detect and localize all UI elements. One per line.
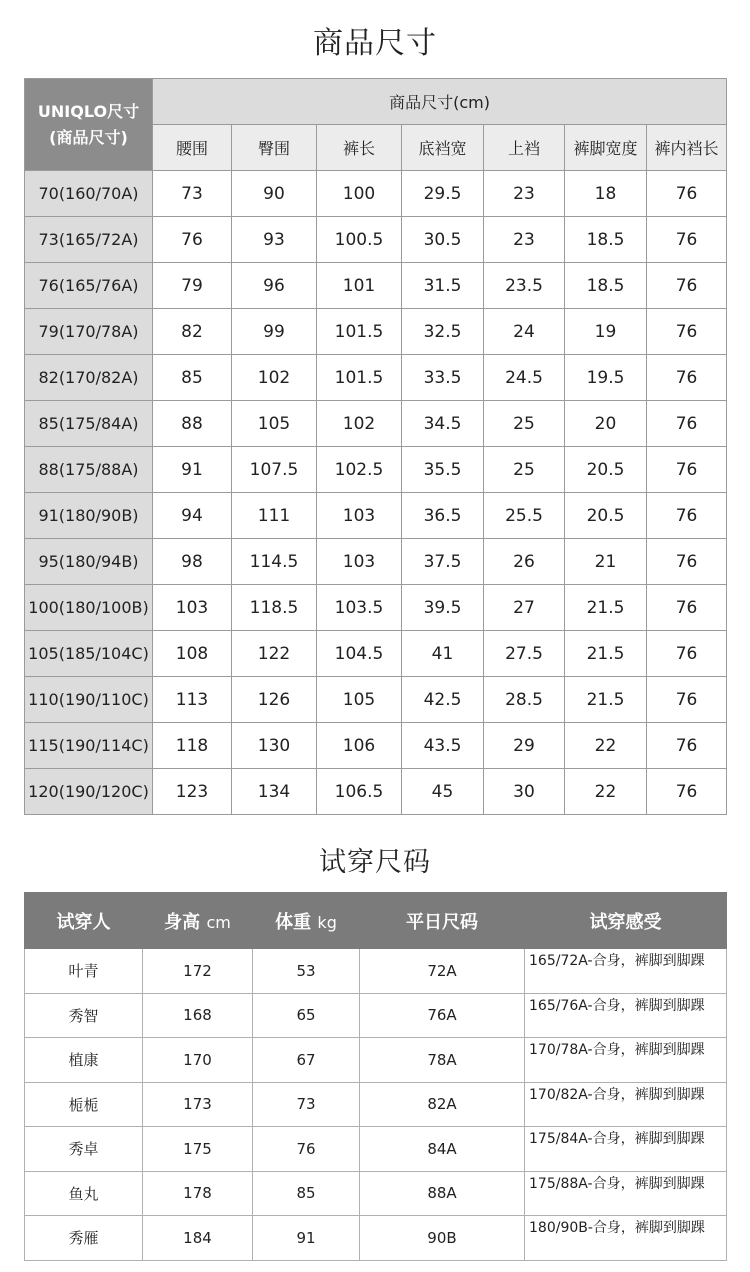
size-cell: 105 xyxy=(317,677,402,723)
size-row xyxy=(25,355,727,401)
try-on-feeling-cell: 165/72A-合身，裤脚到脚踝 xyxy=(525,949,727,994)
try-on-height-cell: 184 xyxy=(143,1216,253,1261)
size-cell: 27 xyxy=(484,585,565,631)
try-on-table xyxy=(24,892,727,1261)
size-row xyxy=(25,723,727,769)
size-cell: 36.5 xyxy=(402,493,484,539)
size-cell: 123 xyxy=(153,769,232,815)
size-cell: 113 xyxy=(153,677,232,723)
size-cell: 23.5 xyxy=(484,263,565,309)
size-cell: 19 xyxy=(565,309,647,355)
size-cell: 76 xyxy=(647,769,727,815)
size-cell: 29 xyxy=(484,723,565,769)
size-row xyxy=(25,631,727,677)
size-cell: 18 xyxy=(565,171,647,217)
try-on-person-cell: 秀智 xyxy=(25,993,143,1038)
size-cell: 105 xyxy=(232,401,317,447)
try-on-height-cell: 175 xyxy=(143,1127,253,1172)
size-column-header: 上裆 xyxy=(484,125,565,171)
size-cell: 25 xyxy=(484,401,565,447)
size-cell: 21.5 xyxy=(565,677,647,723)
try-on-row xyxy=(25,1171,727,1216)
size-row-label: 79(170/78A) xyxy=(25,309,153,355)
size-cell: 102 xyxy=(317,401,402,447)
size-cell: 39.5 xyxy=(402,585,484,631)
size-cell: 101.5 xyxy=(317,309,402,355)
size-cell: 22 xyxy=(565,769,647,815)
size-column-header: 臀围 xyxy=(232,125,317,171)
size-cell: 106 xyxy=(317,723,402,769)
size-row xyxy=(25,309,727,355)
try-on-usual-size-cell: 78A xyxy=(360,1038,525,1083)
try-on-weight-cell: 73 xyxy=(253,1082,360,1127)
try-on-usual-size-cell: 72A xyxy=(360,949,525,994)
size-row-label: 85(175/84A) xyxy=(25,401,153,447)
size-row xyxy=(25,447,727,493)
try-on-usual-size-cell: 90B xyxy=(360,1216,525,1261)
size-row xyxy=(25,585,727,631)
header-height: 身高 cm xyxy=(143,893,253,949)
size-cell: 27.5 xyxy=(484,631,565,677)
size-row-label: 70(160/70A) xyxy=(25,171,153,217)
size-row xyxy=(25,263,727,309)
size-cell: 107.5 xyxy=(232,447,317,493)
size-cell: 19.5 xyxy=(565,355,647,401)
size-cell: 103 xyxy=(317,493,402,539)
size-cell: 134 xyxy=(232,769,317,815)
size-cell: 26 xyxy=(484,539,565,585)
size-cell: 76 xyxy=(647,355,727,401)
try-on-height-cell: 178 xyxy=(143,1171,253,1216)
try-on-height-cell: 172 xyxy=(143,949,253,994)
size-group-header: 商品尺寸(cm) xyxy=(153,79,727,125)
size-column-header: 裤内裆长 xyxy=(647,125,727,171)
size-cell: 76 xyxy=(647,309,727,355)
size-cell: 91 xyxy=(153,447,232,493)
size-row xyxy=(25,769,727,815)
try-on-row xyxy=(25,993,727,1038)
size-cell: 23 xyxy=(484,217,565,263)
size-cell: 76 xyxy=(647,723,727,769)
try-on-row xyxy=(25,1216,727,1261)
try-on-weight-cell: 76 xyxy=(253,1127,360,1172)
try-on-feeling-cell: 175/84A-合身，裤脚到脚踝 xyxy=(525,1127,727,1172)
size-cell: 76 xyxy=(647,585,727,631)
size-cell: 18.5 xyxy=(565,217,647,263)
size-cell: 18.5 xyxy=(565,263,647,309)
size-cell: 22 xyxy=(565,723,647,769)
try-on-weight-cell: 65 xyxy=(253,993,360,1038)
try-on-row xyxy=(25,1127,727,1172)
try-on-feeling-cell: 170/82A-合身，裤脚到脚踝 xyxy=(525,1082,727,1127)
size-cell: 76 xyxy=(647,171,727,217)
size-cell: 42.5 xyxy=(402,677,484,723)
size-cell: 24 xyxy=(484,309,565,355)
size-cell: 25 xyxy=(484,447,565,493)
size-cell: 130 xyxy=(232,723,317,769)
size-cell: 118 xyxy=(153,723,232,769)
try-on-feeling-cell: 180/90B-合身，裤脚到脚踝 xyxy=(525,1216,727,1261)
size-row xyxy=(25,677,727,723)
size-cell: 76 xyxy=(647,217,727,263)
size-cell: 76 xyxy=(647,677,727,723)
size-row xyxy=(25,539,727,585)
size-column-header: 腰围 xyxy=(153,125,232,171)
size-cell: 28.5 xyxy=(484,677,565,723)
size-row-label: 115(190/114C) xyxy=(25,723,153,769)
try-on-usual-size-cell: 76A xyxy=(360,993,525,1038)
size-cell: 30.5 xyxy=(402,217,484,263)
size-cell: 43.5 xyxy=(402,723,484,769)
size-cell: 101 xyxy=(317,263,402,309)
size-row xyxy=(25,217,727,263)
try-on-weight-cell: 85 xyxy=(253,1171,360,1216)
size-cell: 20 xyxy=(565,401,647,447)
size-cell: 106.5 xyxy=(317,769,402,815)
try-on-weight-cell: 67 xyxy=(253,1038,360,1083)
size-cell: 30 xyxy=(484,769,565,815)
size-cell: 34.5 xyxy=(402,401,484,447)
size-section-title: 商品尺寸 xyxy=(313,26,437,61)
size-cell: 41 xyxy=(402,631,484,677)
size-cell: 21.5 xyxy=(565,631,647,677)
size-cell: 94 xyxy=(153,493,232,539)
try-on-person-cell: 秀卓 xyxy=(25,1127,143,1172)
size-cell: 122 xyxy=(232,631,317,677)
size-cell: 76 xyxy=(647,263,727,309)
try-on-person-cell: 鱼丸 xyxy=(25,1171,143,1216)
size-cell: 85 xyxy=(153,355,232,401)
size-row xyxy=(25,401,727,447)
size-cell: 31.5 xyxy=(402,263,484,309)
size-column-header: 裤脚宽度 xyxy=(565,125,647,171)
try-on-feeling-cell: 165/76A-合身，裤脚到脚踝 xyxy=(525,993,727,1038)
size-cell: 33.5 xyxy=(402,355,484,401)
size-row-label: 88(175/88A) xyxy=(25,447,153,493)
size-cell: 88 xyxy=(153,401,232,447)
size-cell: 126 xyxy=(232,677,317,723)
size-cell: 20.5 xyxy=(565,493,647,539)
corner-line-1: UNIQLO尺寸 xyxy=(37,101,140,121)
try-on-person-cell: 叶青 xyxy=(25,949,143,994)
size-cell: 76 xyxy=(153,217,232,263)
size-row-label: 110(190/110C) xyxy=(25,677,153,723)
size-cell: 100 xyxy=(317,171,402,217)
try-on-height-cell: 173 xyxy=(143,1082,253,1127)
size-cell: 76 xyxy=(647,401,727,447)
try-on-usual-size-cell: 82A xyxy=(360,1082,525,1127)
size-row-label: 120(190/120C) xyxy=(25,769,153,815)
try-on-row xyxy=(25,1038,727,1083)
size-row-label: 105(185/104C) xyxy=(25,631,153,677)
size-cell: 24.5 xyxy=(484,355,565,401)
header-person: 试穿人 xyxy=(25,893,143,949)
size-row-label: 76(165/76A) xyxy=(25,263,153,309)
size-row-label: 100(180/100B) xyxy=(25,585,153,631)
size-cell: 23 xyxy=(484,171,565,217)
size-cell: 114.5 xyxy=(232,539,317,585)
try-on-usual-size-cell: 84A xyxy=(360,1127,525,1172)
try-on-feeling-cell: 175/88A-合身，裤脚到脚踝 xyxy=(525,1171,727,1216)
size-cell: 103 xyxy=(317,539,402,585)
size-cell: 35.5 xyxy=(402,447,484,493)
try-on-person-cell: 植康 xyxy=(25,1038,143,1083)
try-on-person-cell: 秀雁 xyxy=(25,1216,143,1261)
size-cell: 118.5 xyxy=(232,585,317,631)
size-cell: 20.5 xyxy=(565,447,647,493)
size-cell: 90 xyxy=(232,171,317,217)
size-cell: 93 xyxy=(232,217,317,263)
size-cell: 111 xyxy=(232,493,317,539)
size-cell: 101.5 xyxy=(317,355,402,401)
size-cell: 99 xyxy=(232,309,317,355)
size-row-label: 82(170/82A) xyxy=(25,355,153,401)
try-on-person-cell: 栀栀 xyxy=(25,1082,143,1127)
try-section-title: 试穿尺码 xyxy=(319,847,431,878)
size-cell: 73 xyxy=(153,171,232,217)
size-cell: 102.5 xyxy=(317,447,402,493)
size-cell: 103.5 xyxy=(317,585,402,631)
size-row xyxy=(25,493,727,539)
size-cell: 103 xyxy=(153,585,232,631)
size-cell: 45 xyxy=(402,769,484,815)
size-cell: 76 xyxy=(647,631,727,677)
try-on-row xyxy=(25,949,727,994)
size-row-label: 91(180/90B) xyxy=(25,493,153,539)
size-cell: 108 xyxy=(153,631,232,677)
size-cell: 96 xyxy=(232,263,317,309)
try-on-weight-cell: 91 xyxy=(253,1216,360,1261)
size-cell: 21 xyxy=(565,539,647,585)
size-column-header: 裤长 xyxy=(317,125,402,171)
size-cell: 21.5 xyxy=(565,585,647,631)
size-cell: 100.5 xyxy=(317,217,402,263)
corner-line-2: (商品尺寸) xyxy=(49,127,128,147)
size-cell: 25.5 xyxy=(484,493,565,539)
size-cell: 82 xyxy=(153,309,232,355)
header-usual-size: 平日尺码 xyxy=(360,893,525,949)
size-row xyxy=(25,171,727,217)
size-cell: 98 xyxy=(153,539,232,585)
size-cell: 102 xyxy=(232,355,317,401)
size-row-label: 73(165/72A) xyxy=(25,217,153,263)
try-on-weight-cell: 53 xyxy=(253,949,360,994)
header-feeling: 试穿感受 xyxy=(525,893,727,949)
try-on-feeling-cell: 170/78A-合身，裤脚到脚踝 xyxy=(525,1038,727,1083)
size-cell: 76 xyxy=(647,447,727,493)
header-weight: 体重 kg xyxy=(253,893,360,949)
size-cell: 104.5 xyxy=(317,631,402,677)
size-cell: 37.5 xyxy=(402,539,484,585)
try-on-height-cell: 168 xyxy=(143,993,253,1038)
size-cell: 76 xyxy=(647,539,727,585)
size-column-header: 底裆宽 xyxy=(402,125,484,171)
try-on-usual-size-cell: 88A xyxy=(360,1171,525,1216)
size-cell: 29.5 xyxy=(402,171,484,217)
size-cell: 76 xyxy=(647,493,727,539)
try-on-height-cell: 170 xyxy=(143,1038,253,1083)
size-row-label: 95(180/94B) xyxy=(25,539,153,585)
size-cell: 32.5 xyxy=(402,309,484,355)
size-table xyxy=(24,78,727,815)
size-cell: 79 xyxy=(153,263,232,309)
size-corner-header xyxy=(25,79,153,171)
try-on-row xyxy=(25,1082,727,1127)
